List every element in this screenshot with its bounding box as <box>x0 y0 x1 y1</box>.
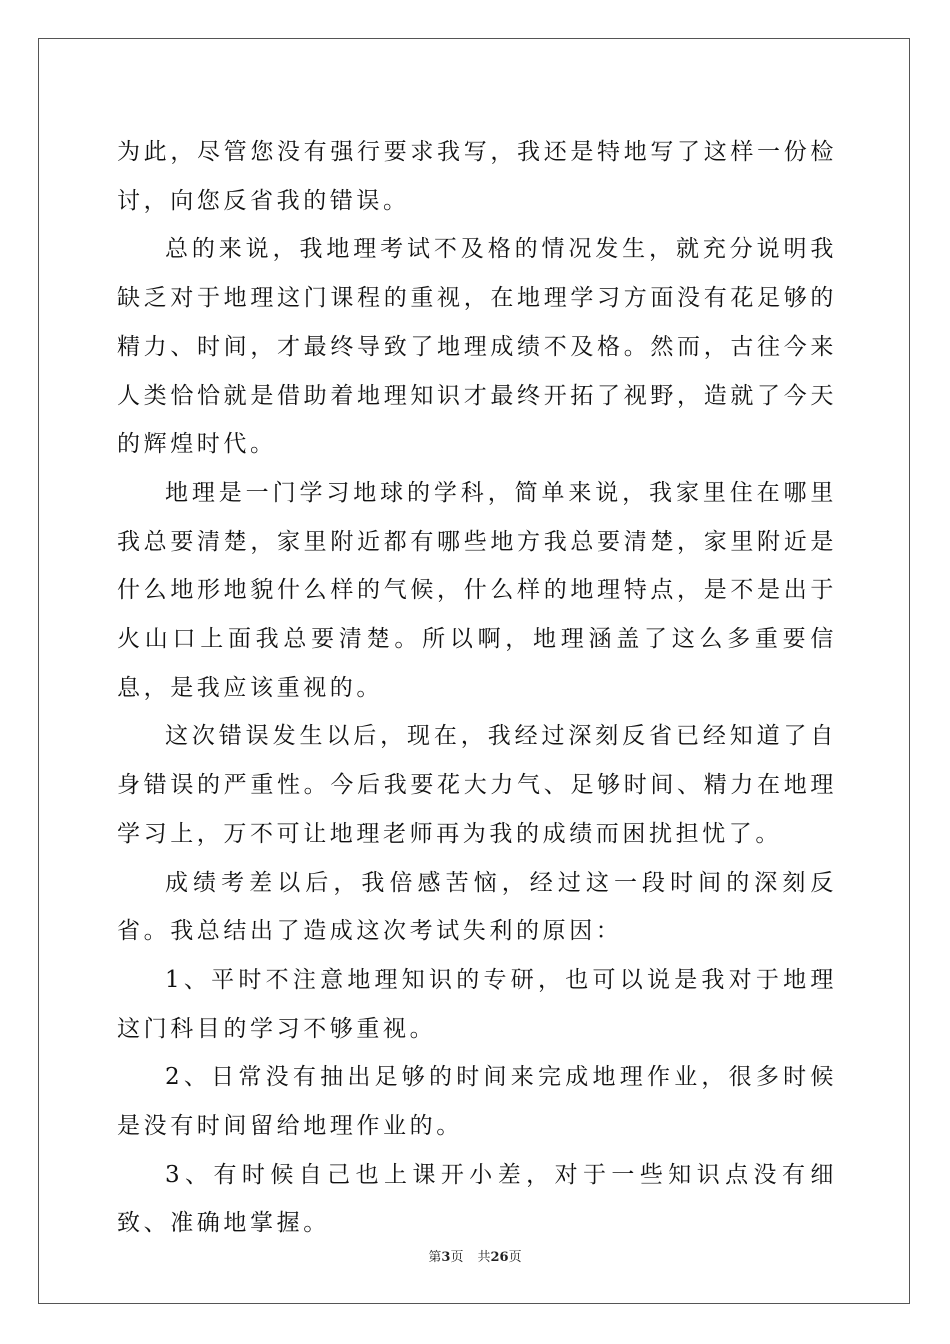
page-suffix: 页 <box>450 1250 464 1265</box>
list-item-1: 1、平时不注意地理知识的专研，也可以说是我对于地理这门科目的学习不够重视。 <box>117 966 837 1042</box>
paragraph-3: 地理是一门学习地球的学科，简单来说，我家里住在哪里我总要清楚，家里附近都有哪些地方我总要清楚，家里附近是什么地形地貌什么样的气候，什么样的地理特点，是不是出于火山口上面我总要清楚。所以啊，地理涵盖了这么多重要信息，是我应该重视的。 <box>117 479 837 701</box>
paragraph-4: 这次错误发生以后，现在，我经过深刻反省已经知道了自身错误的严重性。今后我要花大力气、足够时间、精力在地理学习上，万不可让地理老师再为我的成绩而困扰担忧了。 <box>117 723 837 847</box>
paragraph-5: 成绩考差以后，我倍感苦恼，经过这一段时间的深刻反省。我总结出了造成这次考试失利的原因： <box>117 869 837 945</box>
total-suffix: 页 <box>508 1250 522 1265</box>
list-item-2: 2、日常没有抽出足够的时间来完成地理作业，很多时候是没有时间留给地理作业的。 <box>117 1064 837 1140</box>
current-page-number: 3 <box>441 1250 451 1265</box>
total-page-number: 26 <box>490 1250 509 1265</box>
list-item-3: 3、有时候自己也上课开小差，对于一些知识点没有细致、准确地掌握。 <box>117 1161 837 1237</box>
document-body <box>117 128 837 1248</box>
paragraph-2: 总的来说，我地理考试不及格的情况发生，就充分说明我缺乏对于地理这门课程的重视，在地理学习方面没有花足够的精力、时间，才最终导致了地理成绩不及格。然而，古往今来人类恰恰就是借助着地理知识才最终开拓了视野，造就了今天的辉煌时代。 <box>117 236 837 458</box>
page-prefix: 第 <box>428 1250 442 1265</box>
paragraph-1: 为此，尽管您没有强行要求我写，我还是特地写了这样一份检讨，向您反省我的错误。 <box>117 139 837 214</box>
total-prefix: 共 <box>477 1250 491 1265</box>
page-footer <box>0 1246 950 1265</box>
